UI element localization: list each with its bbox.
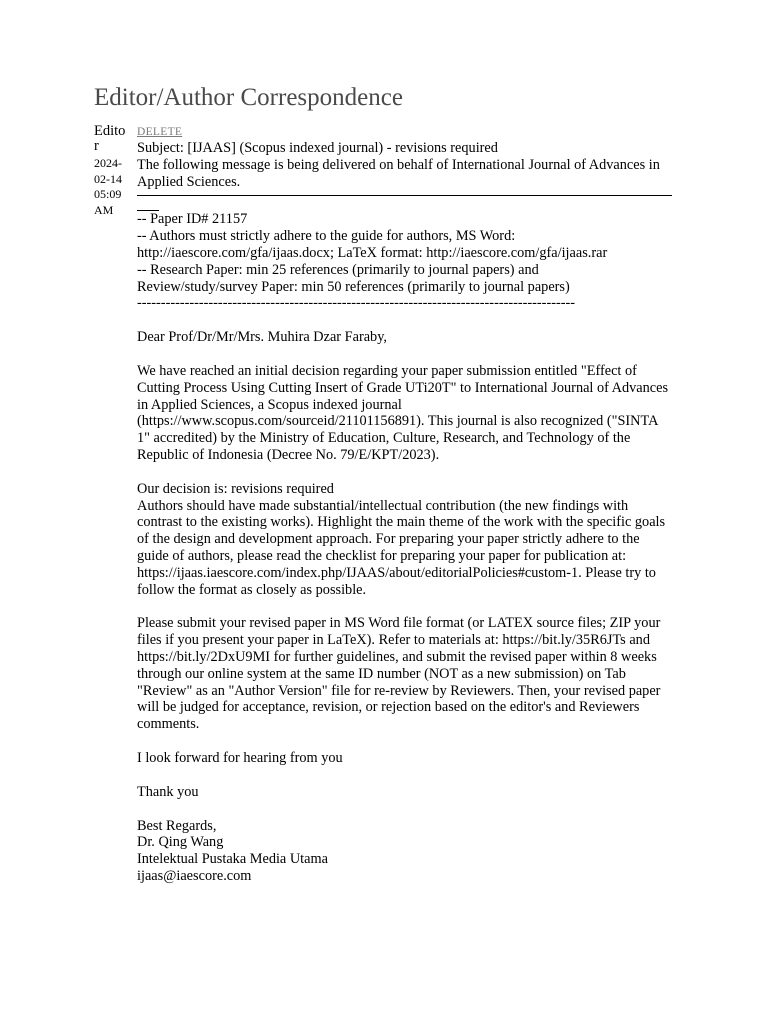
message-intro: The following message is being delivered on behalf of International Journal of Advances in Applied Sciences. [137,156,660,190]
page-title: Editor/Author Correspondence [94,84,403,111]
note-review-refs: Review/study/survey Paper: min 50 references (primarily to journal papers) [137,278,570,295]
closing-forward: I look forward for hearing from you [137,749,343,766]
message-time-value: 05:09 AM [94,187,122,217]
decision-body: Authors should have made substantial/intellectual contribution (the new findings with contrast to the existing works). Highlight the main theme of the work with the specific goals of the design and development approach. For preparing your paper strictly adhere to the guide of authors, please read the checklist for preparing your paper for publication at: https://ijaas.iaescore.com/index.php/IJAAS/about/editorialPolicies#custom-1. Please try to follow the format as closely as possible. [137,497,666,598]
message-date-value: 2024-02-14 [94,156,122,186]
sender-role: Editor [94,123,126,154]
signature-org: Intelektual Pustaka Media Utama [137,851,328,868]
note-paper-id: -- Paper ID# 21157 [137,211,248,228]
decision-line: Our decision is: revisions required [137,480,334,497]
note-research-refs: -- Research Paper: min 25 references (primarily to journal papers) and [137,261,539,278]
message-date [94,156,127,218]
divider [137,195,672,196]
decision-intro: We have reached an initial decision regarding your paper submission entitled "Effect of Cutting Process Using Cutting Insert of Grade UTi20T" to International Journal of Advances in Applied Sciences, a Scopus indexed journal (https://www.scopus.com/sourceid/21101156891). This journal is also recognized ("SINTA 1" accredited) by the Ministry of Education, Culture, Research, and Technology of the Republic of Indonesia (Decree No. 79/E/KPT/2023). [137,362,669,463]
closing-thanks: Thank you [137,783,199,800]
message-subject: Subject: [IJAAS] (Scopus indexed journal) - revisions required [137,140,498,156]
signature-name: Dr. Qing Wang [137,834,224,851]
message-meta [94,124,130,218]
submit-instructions: Please submit your revised paper in MS Word file format (or LATEX source files; ZIP your files if you present your paper in LaTeX). Refer to materials at: https://bit.ly/35R6JTs and https://bit.ly/2DxU9MI for further guidelines, and submit the revised paper within 8 weeks through our online system at the same ID number (NOT as a new submission) on Tab "Review" as an "Author Version" file for re-review by Reviewers. Then, your revised paper will be judged for acceptance, revision, or rejection based on the editor's and Reviewers comments. [137,615,661,733]
greeting: Dear Prof/Dr/Mr/Mrs. Muhira Dzar Faraby, [137,329,387,346]
message-body [137,123,674,885]
dash-separator: -------------------------------------------------------------------------------------------- [137,295,576,312]
delete-link[interactable]: DELETE [137,126,183,138]
note-guide-links: http://iaescore.com/gfa/ijaas.docx; LaTeX format: http://iaescore.com/gfa/ijaas.rar [137,244,608,261]
signature-salutation: Best Regards, [137,817,217,834]
note-guide: -- Authors must strictly adhere to the guide for authors, MS Word: [137,228,516,245]
signature-email: ijaas@iaescore.com [137,867,252,884]
